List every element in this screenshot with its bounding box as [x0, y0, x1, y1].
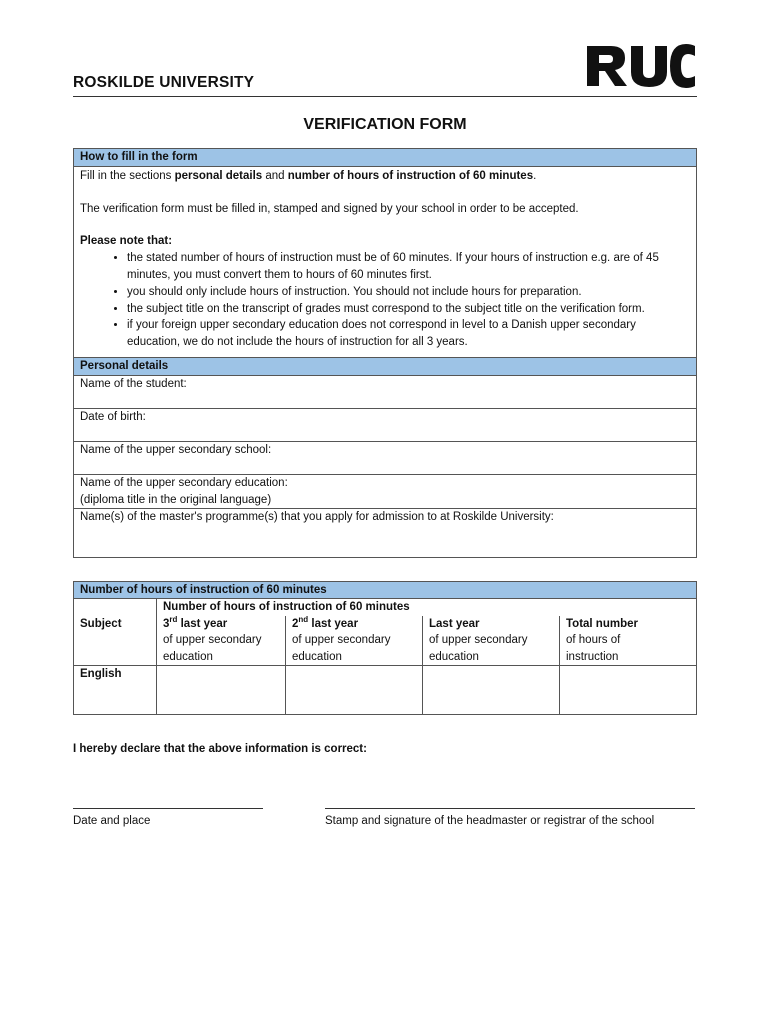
list-item: • you should only include hours of instruction. You should not include hours for preparation.: [127, 284, 690, 301]
stamp-signature[interactable]: [325, 798, 695, 827]
programme-field[interactable]: Name(s) of the master's programme(s) that you apply for admission to at Roskilde University:: [74, 509, 697, 558]
text: .: [533, 169, 537, 182]
text: Fill in the sections: [80, 169, 175, 182]
instructions-line-1: [80, 168, 690, 185]
note-heading: Please note that:: [80, 235, 173, 248]
list-item: • the stated number of hours of instruction must be of 60 minutes. If your hours of instruction e.g. are of 45 minutes, you must convert them to hours of 60 minutes first.: [127, 250, 690, 284]
text: Total number: [566, 617, 638, 630]
hours-subheading: Number of hours of instruction of 60 minutes: [157, 599, 697, 616]
student-name-field[interactable]: Name of the student:: [74, 375, 697, 408]
note-list: [80, 250, 690, 351]
date-of-birth-field[interactable]: Date of birth:: [74, 408, 697, 441]
signature-label: Date and place: [73, 815, 151, 827]
instructions-body: [74, 166, 697, 357]
col-2nd-last-year: [286, 616, 423, 666]
list-item: • if your foreign upper secondary education does not correspond in level to a Danish upper secondary education, we do not include the hours of instruction for all 3 years.: [127, 317, 690, 351]
text: education: [429, 650, 479, 663]
signature-line: [325, 798, 695, 809]
col-total: [560, 616, 697, 666]
text: last year: [177, 617, 228, 630]
form-title: VERIFICATION FORM: [303, 116, 467, 133]
date-place-signature[interactable]: [73, 798, 263, 827]
text: Last year: [429, 617, 480, 630]
superscript: nd: [298, 614, 309, 624]
text: of upper secondary: [429, 634, 528, 647]
personal-heading: Personal details: [74, 357, 697, 375]
instructions-heading: How to fill in the form: [74, 149, 697, 167]
school-name-field[interactable]: Name of the upper secondary school:: [74, 441, 697, 474]
subject-label: Subject: [80, 617, 122, 630]
hours-input-total[interactable]: [560, 666, 697, 715]
ruc-logo: [585, 42, 697, 88]
instructions-line-2: The verification form must be filled in, stamped and signed by your school in order to be accepted.: [80, 202, 579, 215]
hours-input-last[interactable]: [423, 666, 560, 715]
col-3rd-last-year: [157, 616, 286, 666]
text: of upper secondary: [292, 634, 391, 647]
field-hint: (diploma title in the original language): [80, 493, 272, 506]
hours-input-2nd[interactable]: [286, 666, 423, 715]
hours-table: [73, 581, 697, 715]
superscript: rd: [169, 614, 178, 624]
signature-line: [73, 798, 263, 809]
subject-cell: English: [74, 666, 157, 715]
text: of hours of: [566, 634, 621, 647]
field-label: Name of the upper secondary education:: [80, 476, 288, 489]
text: instruction: [566, 650, 619, 663]
list-item: • the subject title on the transcript of grades must correspond to the subject title on the verification form.: [127, 301, 690, 318]
text: last year: [308, 617, 359, 630]
col-last-year: [423, 616, 560, 666]
bold-text: personal details: [174, 169, 263, 182]
declaration: I hereby declare that the above information is correct:: [73, 743, 367, 755]
text: education: [163, 650, 213, 663]
text: 3: [163, 617, 170, 630]
bold-text: number of hours of instruction of 60 minutes: [287, 169, 534, 182]
hours-heading: Number of hours of instruction of 60 minutes: [74, 582, 697, 599]
text: 2: [292, 617, 299, 630]
page-header: [73, 40, 697, 97]
signature-label: Stamp and signature of the headmaster or registrar of the school: [325, 815, 655, 827]
form-table: [73, 148, 697, 558]
text: and: [262, 169, 288, 182]
university-name: ROSKILDE UNIVERSITY: [73, 74, 255, 91]
subject-header-cell: [74, 599, 157, 666]
text: of upper secondary: [163, 634, 262, 647]
hours-input-3rd[interactable]: [157, 666, 286, 715]
table-row: [74, 666, 697, 715]
education-name-field[interactable]: [74, 474, 697, 509]
text: education: [292, 650, 342, 663]
